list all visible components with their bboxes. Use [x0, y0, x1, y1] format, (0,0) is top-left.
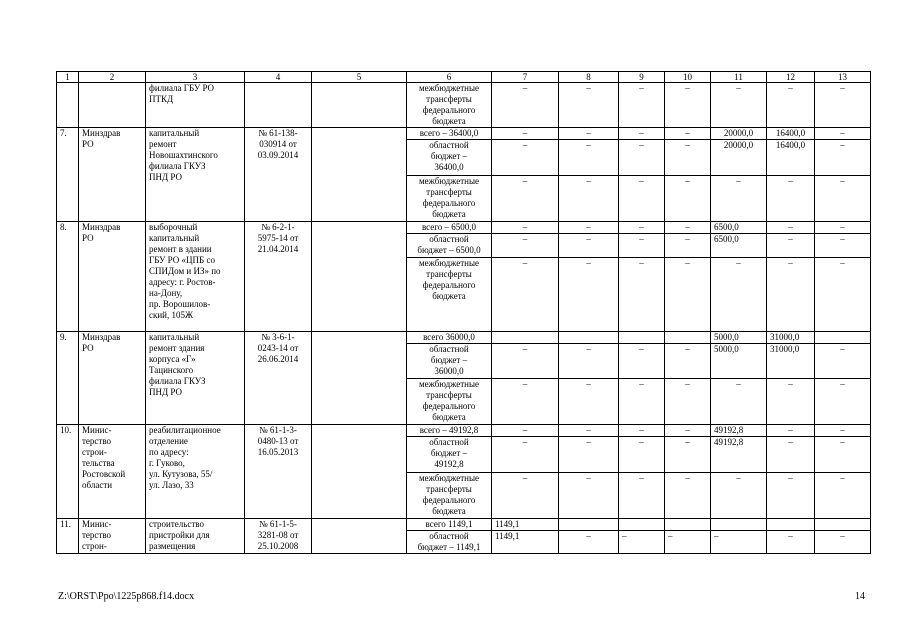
- column-header: 2: [79, 72, 146, 83]
- table-cell: [312, 222, 407, 332]
- table-cell: Минис- терство строн-: [79, 519, 146, 554]
- column-header: 1: [57, 72, 79, 83]
- table-cell: выборочный капитальный ремонт в здании ГБУ РО «ЦПБ со СПИДом и ИЗ» по адресу: г. Ростов- на-Дону, пр. Ворошилов- ский, 105Ж: [146, 222, 245, 332]
- table-cell: –: [665, 473, 711, 519]
- table-cell: –: [665, 176, 711, 222]
- table-cell: [815, 519, 871, 531]
- table-cell: –: [767, 379, 815, 425]
- table-cell: –: [711, 258, 767, 332]
- table-cell: 8.: [57, 222, 79, 332]
- file-path: Z:\ORST\Ppo\1225p868.f14.docx: [58, 591, 195, 602]
- table-cell: 16400,0: [767, 140, 815, 176]
- table-cell: –: [711, 176, 767, 222]
- table-cell: –: [492, 140, 559, 176]
- table-cell: –: [559, 140, 619, 176]
- table-cell: строительство пристройки для размещения: [146, 519, 245, 554]
- table-cell: –: [815, 128, 871, 140]
- table-cell: –: [619, 437, 665, 473]
- table-cell: [711, 519, 767, 531]
- table-cell: капитальный ремонт здания корпуса «Г» Тацинского филиала ГКУЗ ПНД РО: [146, 332, 245, 425]
- table-cell: –: [815, 379, 871, 425]
- table-cell: –: [619, 234, 665, 258]
- table-cell: 31000,0: [767, 344, 815, 379]
- table-cell: –: [559, 83, 619, 128]
- table-cell: капитальный ремонт Новошахтинского филиала ГКУЗ ПНД РО: [146, 128, 245, 222]
- table-cell: –: [559, 379, 619, 425]
- column-header: 9: [619, 72, 665, 83]
- table-cell: межбюджетные трансферты федерального бюджета: [407, 83, 492, 128]
- table-cell: межбюджетные трансферты федерального бюджета: [407, 379, 492, 425]
- table-cell: –: [815, 83, 871, 128]
- table-cell: –: [767, 234, 815, 258]
- table-cell: –: [815, 222, 871, 234]
- table-cell: [559, 519, 619, 531]
- column-header: 8: [559, 72, 619, 83]
- table-cell: –: [815, 234, 871, 258]
- table-row: [57, 425, 871, 437]
- table-cell: межбюджетные трансферты федерального бюджета: [407, 473, 492, 519]
- table-cell: 5000,0: [711, 344, 767, 379]
- table-cell: –: [665, 531, 711, 554]
- table-cell: –: [559, 437, 619, 473]
- table-cell: [665, 519, 711, 531]
- table-cell: –: [492, 473, 559, 519]
- table-cell: –: [665, 234, 711, 258]
- table-cell: [312, 128, 407, 222]
- table-cell: –: [559, 234, 619, 258]
- table-cell: –: [665, 425, 711, 437]
- table-cell: –: [815, 140, 871, 176]
- table-cell: –: [619, 222, 665, 234]
- table-cell: –: [665, 83, 711, 128]
- table-cell: –: [619, 128, 665, 140]
- table-cell: –: [815, 344, 871, 379]
- table-cell: –: [767, 531, 815, 554]
- column-header: 10: [665, 72, 711, 83]
- table-cell: –: [619, 531, 665, 554]
- table-cell: [619, 332, 665, 344]
- table-cell: –: [815, 258, 871, 332]
- table-cell: [619, 519, 665, 531]
- table-cell: –: [619, 379, 665, 425]
- table-cell: 1149,1: [492, 519, 559, 531]
- table-cell: [767, 519, 815, 531]
- table-row: [57, 519, 871, 531]
- table-cell: № 61-1-3- 0480-13 от 16.05.2013: [245, 425, 312, 519]
- table-row: [57, 128, 871, 140]
- table-cell: –: [767, 473, 815, 519]
- table-cell: 9.: [57, 332, 79, 425]
- table-cell: 6500,0: [711, 234, 767, 258]
- table-cell: всего 1149,1: [407, 519, 492, 531]
- table-cell: [492, 332, 559, 344]
- table-cell: областной бюджет – 36000,0: [407, 344, 492, 379]
- table-cell: 20000,0: [711, 140, 767, 176]
- table-cell: –: [619, 83, 665, 128]
- table-cell: областной бюджет – 36400,0: [407, 140, 492, 176]
- table-cell: [312, 519, 407, 554]
- table-cell: –: [815, 437, 871, 473]
- table-cell: Минздрав РО: [79, 332, 146, 425]
- table-cell: межбюджетные трансферты федерального бюджета: [407, 176, 492, 222]
- table-cell: [57, 83, 79, 128]
- table-cell: –: [619, 258, 665, 332]
- table-cell: –: [559, 344, 619, 379]
- table-cell: –: [767, 176, 815, 222]
- table-cell: –: [619, 473, 665, 519]
- table-cell: –: [711, 473, 767, 519]
- table-cell: [665, 332, 711, 344]
- table-cell: –: [711, 83, 767, 128]
- table-cell: –: [815, 531, 871, 554]
- table-cell: –: [665, 379, 711, 425]
- table-cell: –: [815, 176, 871, 222]
- table-cell: –: [767, 258, 815, 332]
- table-row: [57, 83, 871, 128]
- table-cell: –: [619, 176, 665, 222]
- table-cell: –: [815, 425, 871, 437]
- table-cell: –: [711, 379, 767, 425]
- table-cell: –: [492, 128, 559, 140]
- table-cell: областной бюджет – 6500,0: [407, 234, 492, 258]
- table-cell: –: [767, 437, 815, 473]
- table-cell: Минздрав РО: [79, 222, 146, 332]
- table-cell: –: [665, 140, 711, 176]
- header-row: [57, 72, 871, 83]
- table-cell: 49192,8: [711, 437, 767, 473]
- table-cell: № 3-6-1- 0243-14 от 26.06.2014: [245, 332, 312, 425]
- table-cell: –: [559, 531, 619, 554]
- table-cell: [312, 425, 407, 519]
- table-cell: 6500,0: [711, 222, 767, 234]
- column-header: 6: [407, 72, 492, 83]
- table-cell: –: [767, 425, 815, 437]
- column-header: 3: [146, 72, 245, 83]
- table-cell: –: [559, 128, 619, 140]
- table-cell: –: [492, 425, 559, 437]
- table-cell: всего – 36400,0: [407, 128, 492, 140]
- table-cell: –: [665, 437, 711, 473]
- table-cell: всего – 6500,0: [407, 222, 492, 234]
- table-cell: –: [492, 83, 559, 128]
- column-header: 13: [815, 72, 871, 83]
- table-cell: № 61-1-5- 3281-08 от 25.10.2008: [245, 519, 312, 554]
- table-cell: –: [815, 473, 871, 519]
- table-row: [57, 332, 871, 344]
- table-cell: –: [492, 222, 559, 234]
- table-cell: –: [665, 222, 711, 234]
- table-cell: 1149,1: [492, 531, 559, 554]
- table-cell: –: [559, 222, 619, 234]
- table-cell: –: [767, 83, 815, 128]
- table-cell: [245, 83, 312, 128]
- table-cell: –: [492, 176, 559, 222]
- table-cell: № 6-2-1- 5975-14 от 21.04.2014: [245, 222, 312, 332]
- table-cell: [79, 83, 146, 128]
- table-cell: –: [767, 222, 815, 234]
- table-cell: областной бюджет – 1149,1: [407, 531, 492, 554]
- table-cell: 5000,0: [711, 332, 767, 344]
- table-cell: –: [559, 473, 619, 519]
- table-cell: № 61-138- 030914 от 03.09.2014: [245, 128, 312, 222]
- table-cell: Минис- терство строи- тельства Ростовской области: [79, 425, 146, 519]
- table-cell: межбюджетные трансферты федерального бюджета: [407, 258, 492, 332]
- table-cell: 31000,0: [767, 332, 815, 344]
- table-cell: 7.: [57, 128, 79, 222]
- budget-table: [56, 71, 871, 554]
- column-header: 7: [492, 72, 559, 83]
- column-header: 5: [312, 72, 407, 83]
- table-cell: –: [492, 234, 559, 258]
- table-cell: областной бюджет – 49192,8: [407, 437, 492, 473]
- table-cell: –: [492, 258, 559, 332]
- table-cell: –: [665, 344, 711, 379]
- table-cell: 10.: [57, 425, 79, 519]
- table-cell: –: [559, 176, 619, 222]
- table-cell: [559, 332, 619, 344]
- table-cell: –: [492, 379, 559, 425]
- table-cell: филиала ГБУ РО ПТКД: [146, 83, 245, 128]
- table-cell: всего 36000,0: [407, 332, 492, 344]
- table-cell: 11.: [57, 519, 79, 554]
- column-header: 11: [711, 72, 767, 83]
- table-cell: Минздрав РО: [79, 128, 146, 222]
- table-cell: всего – 49192,8: [407, 425, 492, 437]
- table-cell: 20000,0: [711, 128, 767, 140]
- table-cell: –: [492, 344, 559, 379]
- table-cell: [312, 332, 407, 425]
- column-header: 4: [245, 72, 312, 83]
- table-cell: –: [619, 344, 665, 379]
- page-number: 14: [855, 591, 865, 602]
- table-cell: реабилитационное отделение по адресу: г. Гуково, ул. Кутузова, 55/ ул. Лазо, 33: [146, 425, 245, 519]
- table-cell: –: [559, 258, 619, 332]
- table-cell: –: [619, 140, 665, 176]
- table-cell: –: [492, 437, 559, 473]
- table-cell: –: [711, 531, 767, 554]
- table-cell: –: [665, 258, 711, 332]
- table-row: [57, 222, 871, 234]
- table-cell: –: [559, 425, 619, 437]
- table-cell: –: [619, 425, 665, 437]
- column-header: 12: [767, 72, 815, 83]
- table-cell: 16400,0: [767, 128, 815, 140]
- table-cell: [312, 83, 407, 128]
- table-cell: –: [665, 128, 711, 140]
- table-cell: 49192,8: [711, 425, 767, 437]
- table-cell: [815, 332, 871, 344]
